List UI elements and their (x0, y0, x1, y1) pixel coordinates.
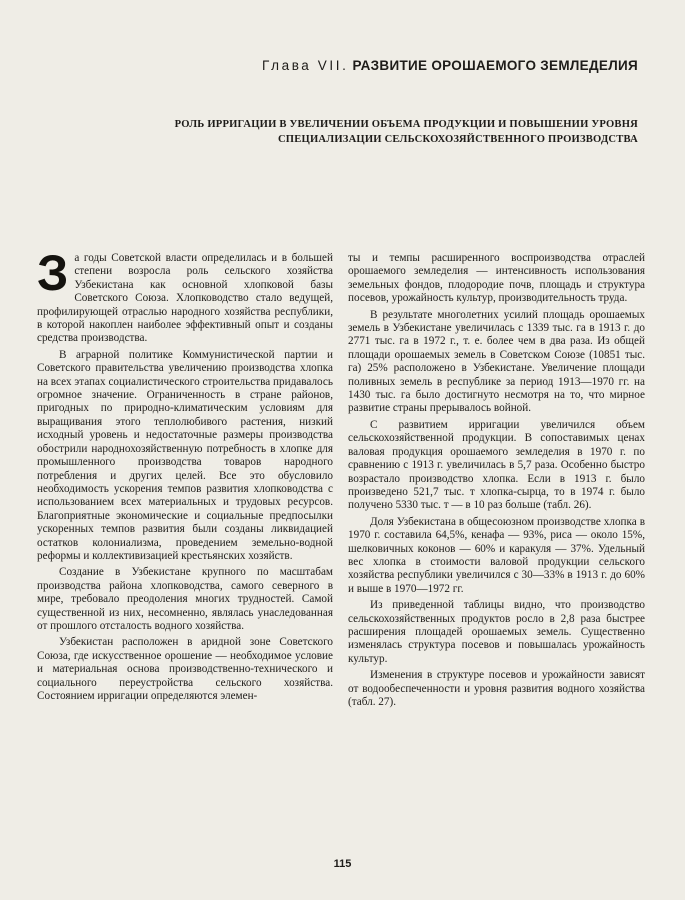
chapter-heading (262, 58, 638, 73)
paragraph: С развитием ирригации увеличился объем сельскохозяйственной продукции. В сопоставимых ценах валовая продукция орошаемого земледелия в 1970 г. по сравнению с 1913 г. увеличилась в 5,7 раза. Особенно быстро возрастало производство хлопка. Если в 1913 г. было произведено 521,7 тыс. т хлопка-сырца, то в 1974 г. было получено 5330 тыс. т — в 10 раз больше (табл. 26). (348, 418, 645, 512)
paragraph: ты и темпы расширенного воспроизводства отраслей орошаемого земледелия — интенсивность использования земельных фондов, плодородие почв, площадь и структура посевов, урожайность культур, производительность труда. (348, 252, 645, 305)
section-heading (80, 117, 638, 147)
text-column-right (348, 252, 645, 712)
paragraph (37, 245, 333, 346)
paragraph: В аграрной политике Коммунистической партии и Советского правительства увеличению производства хлопка на всех этапах социалистического строительства придавалось огромное значение. Ограниченность в стране районов, пригодных по природно-климатическим условиям для выращивания этого теплолюбивого растения, низкий исходный уровень и недостаточные размеры производства обострили народнохозяйственную потребность в хлопке для промышленного производства товаров народного потребления и других целей. Все это обусловило необходимость ускорения темпов развития хлопководства с использованием всех материальных и трудовых ресурсов. Благоприятные экономические и социальные предпосылки ускоренных темпов развития были созданы ликвидацией остатков колониализма, проведением земельно-водной реформы и коллективизацией крестьянских хозяйств. (37, 348, 333, 562)
drop-cap: З (37, 245, 69, 301)
paragraph: Создание в Узбекистане крупного по масштабам производства района хлопководства, самого северного в мире, требовало преодоления многих трудностей. Самой существенной из них, несомненно, являлась унаследованная от прошлого отсталость водного хозяйства. (37, 566, 333, 632)
paragraph: Доля Узбекистана в общесоюзном производстве хлопка в 1970 г. составила 64,5%, кенафа — 93%, риса — около 15%, шелковичных коконов — 60% и каракуля — 37%. Удельный вес хлопка в стоимости валовой продукции сельского хозяйства республики увеличился с 30—33% в 1913 г. до 60% и выше в 1970—1972 гг. (348, 515, 645, 595)
chapter-label: Глава VII. (261, 58, 349, 73)
paragraph: Узбекистан расположен в аридной зоне Советского Союза, где искусственное орошение — необходимое условие и материальная основа производственно-технического и социального переустройства сельского хозяйства. Состоянием ирригации определяются элемен- (37, 636, 333, 702)
chapter-title: РАЗВИТИЕ ОРОШАЕМОГО ЗЕМЛЕДЕЛИЯ (352, 58, 638, 73)
section-title-line-2: СПЕЦИАЛИЗАЦИИ СЕЛЬСКОХОЗЯЙСТВЕННОГО ПРОИЗВОДСТВА (277, 134, 638, 145)
paragraph-text: а годы Советской власти определилась и в большей степени возросла роль сельского хозяйства Узбекистана как основной хлопковой базы Советского Союза. Хлопководство стало ведущей, профилирующей отраслью народного хозяйства республики, в которой накоплен наиболее эффективный опыт и созданы средства производства. (37, 252, 333, 345)
page-number: 115 (333, 858, 352, 870)
section-title-line-1: РОЛЬ ИРРИГАЦИИ В УВЕЛИЧЕНИИ ОБЪЕМА ПРОДУКЦИИ И ПОВЫШЕНИИ УРОВНЯ (174, 119, 638, 130)
paragraph: В результате многолетних усилий площадь орошаемых земель в Узбекистане увеличилась с 1339 тыс. га в 1913 г. до 2771 тыс. га в 1972 г., т. е. более чем в два раза. Из общей площади орошаемых земель в Советском Союзе (10851 тыс. га) 25% расположено в Узбекистане. Увеличение площади поливных земель в республике за период 1913—1970 гг. на 1430 тыс. га было достигнуто несмотря на то, что мирное развитие страны прерывалось войной. (348, 308, 645, 415)
paragraph: Из приведенной таблицы видно, что производство сельскохозяйственных продуктов росло в 2,8 раза быстрее расширения площадей орошаемых земель. Существенно изменялась структура посевов и повышалась урожайность культур. (348, 599, 645, 665)
paragraph: Изменения в структуре посевов и урожайности зависят от водообеспеченности и уровня развития водного хозяйства (табл. 27). (348, 669, 645, 708)
text-column-left (37, 245, 333, 706)
